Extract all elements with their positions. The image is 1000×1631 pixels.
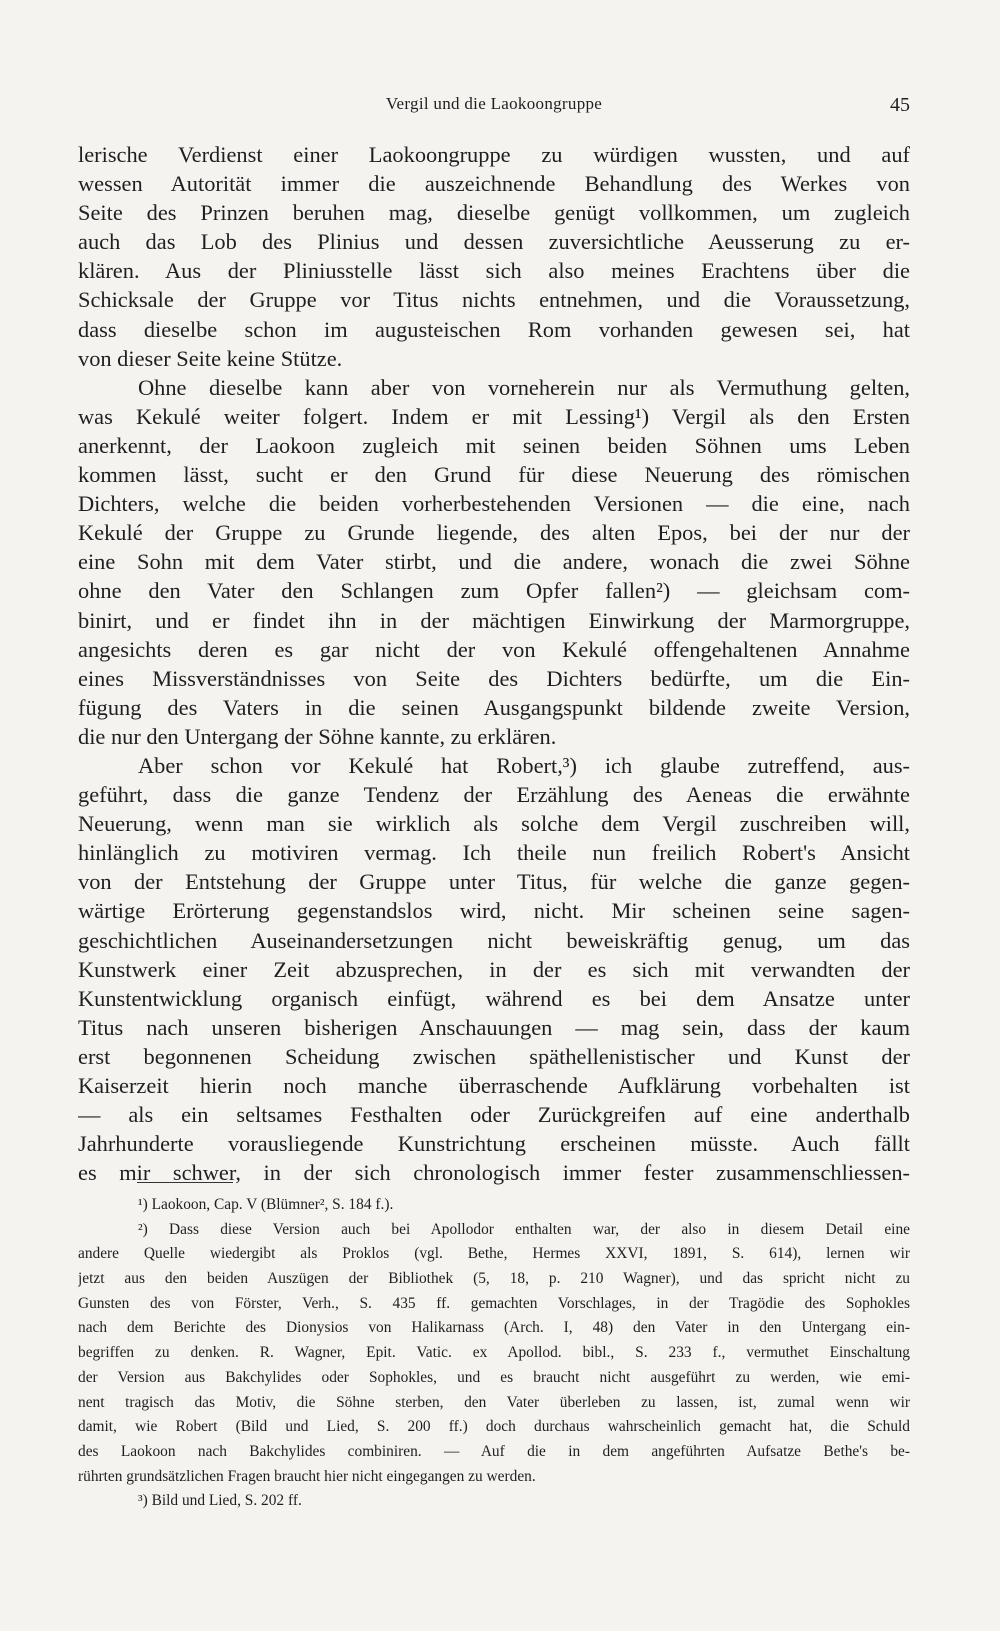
- text-line: Titus nach unseren bisherigen Anschauungen — mag sein, dass der kaum: [78, 1014, 910, 1040]
- text-line: anerkennt, der Laokoon zugleich mit seinen beiden Söhnen ums Leben: [78, 432, 910, 458]
- footnote-line: begriffen zu denken. R. Wagner, Epit. Vatic. ex Apollod. bibl., S. 233 f., vermuthet Einschaltung: [78, 1344, 910, 1362]
- text-line: wärtige Erörterung gegenstandslos wird, nicht. Mir scheinen seine sagen-: [78, 898, 910, 924]
- text-line: von der Entstehung der Gruppe unter Titus, für welche die ganze gegen-: [78, 869, 910, 895]
- page-number: 45: [890, 94, 910, 116]
- text-line: dass dieselbe schon im augusteischen Rom vorhanden gewesen sei, hat: [78, 316, 910, 342]
- text-line: geschichtlichen Auseinandersetzungen nicht beweiskräftig genug, um das: [78, 927, 910, 953]
- running-title: Vergil und die Laokoongruppe: [385, 94, 603, 113]
- footnote-line: der Version aus Bakchylides oder Sophokles, und es braucht nicht ausgeführt zu werden, wie emi-: [78, 1368, 910, 1386]
- footnote-line: des Laokoon nach Bakchylides combiniren. — Auf die in dem angeführten Aufsatze Bethe's be-: [78, 1442, 910, 1460]
- text-line: eines Missverständnisses von Seite des Dichters bedürfte, um die Ein-: [78, 665, 910, 691]
- text-line: Jahrhunderte vorausliegende Kunstrichtung erscheinen müsste. Auch fällt: [78, 1131, 910, 1157]
- running-header: [78, 94, 910, 122]
- text-line: Kaiserzeit hierin noch manche überraschende Aufklärung vorbehalten ist: [78, 1073, 910, 1098]
- footnote-line: nach dem Berichte des Dionysios von Halikarnass (Arch. I, 48) den Vater in den Untergang ein-: [78, 1319, 910, 1337]
- text-line: Kunstwerk einer Zeit abzusprechen, in der es sich mit verwandten der: [78, 956, 910, 982]
- text-line: kommen lässt, sucht er den Grund für diese Neuerung des römischen: [78, 462, 910, 488]
- text-line: auch das Lob des Plinius und dessen zuversichtliche Aeusserung zu er-: [78, 229, 910, 255]
- text-line: binirt, und er findet ihn in der mächtigen Einwirkung der Marmorgruppe,: [78, 607, 910, 633]
- footnote-line: ³) Bild und Lied, S. 202 ff.: [138, 1492, 302, 1510]
- text-line: eine Sohn mit dem Vater stirbt, und die andere, wonach die zwei Söhne: [78, 549, 910, 575]
- text-line: — als ein seltsames Festhalten oder Zurückgreifen auf eine anderthalb: [78, 1102, 910, 1128]
- text-line: wessen Autorität immer die auszeichnende Behandlung des Werkes von: [78, 171, 910, 197]
- footnote-line: jetzt aus den beiden Auszügen der Bibliothek (5, 18, p. 210 Wagner), und das spricht nicht zu: [78, 1270, 910, 1288]
- text-line: was Kekulé weiter folgert. Indem er mit Lessing¹) Vergil als den Ersten: [78, 403, 910, 429]
- text-line: erst begonnenen Scheidung zwischen späthellenistischer und Kunst der: [78, 1043, 910, 1069]
- text-line: klären. Aus der Pliniusstelle lässt sich also meines Erachtens über die: [78, 258, 910, 284]
- footnote-line: rührten grundsätzlichen Fragen braucht hier nicht eingegangen zu werden.: [78, 1467, 536, 1485]
- text-line: angesichts deren es gar nicht der von Kekulé offengehaltenen Annahme: [78, 636, 910, 662]
- text-line: geführt, dass die ganze Tendenz der Erzählung des Aeneas die erwähnte: [78, 782, 910, 808]
- text-line: Ohne dieselbe kann aber von vorneherein nur als Vermuthung gelten,: [138, 374, 910, 400]
- text-line: Neuerung, wenn man sie wirklich als solche dem Vergil zuschreiben will,: [78, 811, 910, 837]
- footnote-line: ¹) Laokoon, Cap. V (Blümner², S. 184 f.).: [138, 1196, 394, 1213]
- text-line: hinlänglich zu motiviren vermag. Ich theile nun freilich Robert's Ansicht: [78, 840, 910, 866]
- text-line: Kunstentwicklung organisch einfügt, während es bei dem Ansatze unter: [78, 985, 910, 1011]
- text-line: von dieser Seite keine Stütze.: [78, 345, 343, 371]
- text-line: Dichters, welche die beiden vorherbestehenden Versionen — die eine, nach: [78, 491, 910, 517]
- text-line: die nur den Untergang der Söhne kannte, zu erklären.: [78, 723, 557, 749]
- footnote-line: nent tragisch das Motiv, die Söhne sterben, den Vater überleben zu lassen, ist, zumal wenn wir: [78, 1393, 910, 1411]
- footnote-line: andere Quelle wiedergibt als Proklos (vgl. Bethe, Hermes XXVI, 1891, S. 614), lernen wir: [78, 1245, 910, 1263]
- text-line: Aber schon vor Kekulé hat Robert,³) ich glaube zutreffend, aus-: [138, 752, 910, 778]
- footnote-line: damit, wie Robert (Bild und Lied, S. 200 ff.) doch durchaus wahrscheinlich gemacht hat, die Schuld: [78, 1418, 910, 1436]
- footnote-line: Gunsten des von Förster, Verh., S. 435 ff. gemachten Vorschlages, in der Tragödie des Sophokles: [78, 1294, 910, 1312]
- text-line: Schicksale der Gruppe vor Titus nichts entnehmen, und die Voraussetzung,: [78, 287, 910, 313]
- main-text: [78, 140, 910, 1187]
- text-line: fügung des Vaters in die seinen Ausgangspunkt bildende zweite Version,: [78, 694, 910, 720]
- text-line: Kekulé der Gruppe zu Grunde liegende, des alten Epos, bei der nur der: [78, 520, 910, 546]
- footnote-line: ²) Dass diese Version auch bei Apollodor enthalten war, der also in diesem Detail eine: [138, 1220, 910, 1238]
- text-line: lerische Verdienst einer Laokoongruppe zu würdigen wussten, und auf: [78, 142, 910, 167]
- footnote-divider: [137, 1182, 233, 1183]
- text-line: ohne den Vater den Schlangen zum Opfer fallen²) — gleichsam com-: [78, 578, 910, 604]
- text-line: Seite des Prinzen beruhen mag, dieselbe genügt vollkommen, um zugleich: [78, 200, 910, 226]
- footnotes: [78, 1193, 910, 1514]
- text-line: es mir schwer, in der sich chronologisch immer fester zusammenschliessen-: [78, 1160, 910, 1186]
